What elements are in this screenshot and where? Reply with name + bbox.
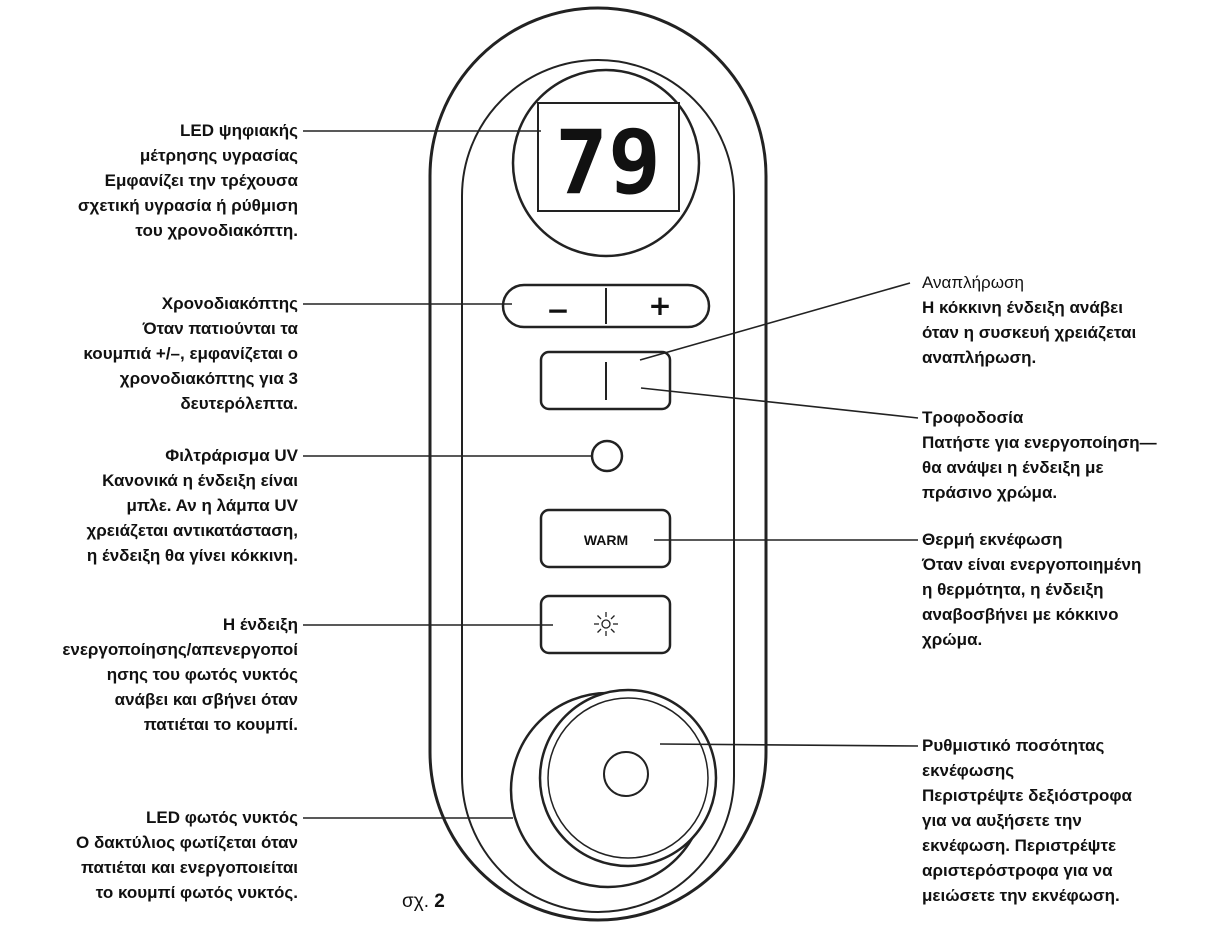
timer-minus-label: − xyxy=(546,294,570,327)
label-warm-mist: Θερμή εκνέφωση Όταν είναι ενεργοποιημένη η θερμότητα, η ένδειξη αναβοσβήνει με κόκκινο χρώμα. xyxy=(922,530,1142,649)
display-digits: 79 xyxy=(555,111,661,214)
label-power: Τροφοδοσία Πατήστε για ενεργοποίηση— θα ανάψει η ένδειξη με πράσινο χρώμα. xyxy=(922,408,1157,502)
label-refill: Αναπλήρωση Η κόκκινη ένδειξη ανάβει όταν η συσκευή χρειάζεται αναπλήρωση. xyxy=(922,273,1137,367)
label-night-light-indicator: Η ένδειξη ενεργοποίησης/απενεργοποί ησης του φωτός νυκτός ανάβει και σβήνει όταν πατιέται το κουμπί. xyxy=(62,615,298,734)
figure-caption xyxy=(402,891,445,913)
warm-button-label: WARM xyxy=(583,532,629,548)
uv-indicator-light xyxy=(592,441,622,471)
timer-plus-label: + xyxy=(648,289,672,322)
night-light-button[interactable] xyxy=(541,596,670,653)
label-led-display: LED ψηφιακής μέτρησης υγρασίας Εμφανίζει την τρέχουσα σχετική υγρασία ή ρύθμιση του χρονοδιακόπτη. xyxy=(77,121,298,240)
label-mist-control: Ρυθμιστικό ποσότητας εκνέφωσης Περιστρέψτε δεξιόστροφα για να αυξήσετε την εκνέφωση. Περιστρέψτε αριστερόστροφα για να μειώσετε την εκνέφωση. xyxy=(922,736,1132,905)
label-night-light-led: LED φωτός νυκτός Ο δακτύλιος φωτίζεται όταν πατιέται και ενεργοποιείται το κουμπί φωτός νυκτός. xyxy=(76,808,298,902)
label-timer: Χρονοδιακόπτης Όταν πατιούνται τα κουμπιά +/–, εμφανίζεται ο χρονοδιακόπτης για 3 δευτερόλεπτα. xyxy=(83,294,298,413)
label-uv-filter: Φιλτράρισμα UV Κανονικά η ένδειξη είναι μπλε. Αν η λάμπα UV χρειάζεται αντικατάσταση, η ένδειξη θα γίνει κόκκινη. xyxy=(86,446,298,565)
figure-caption-number: 2 xyxy=(434,891,445,912)
leader-power xyxy=(641,388,918,418)
figure-caption-prefix: σχ. xyxy=(402,891,429,912)
mist-control-knob xyxy=(604,752,648,796)
